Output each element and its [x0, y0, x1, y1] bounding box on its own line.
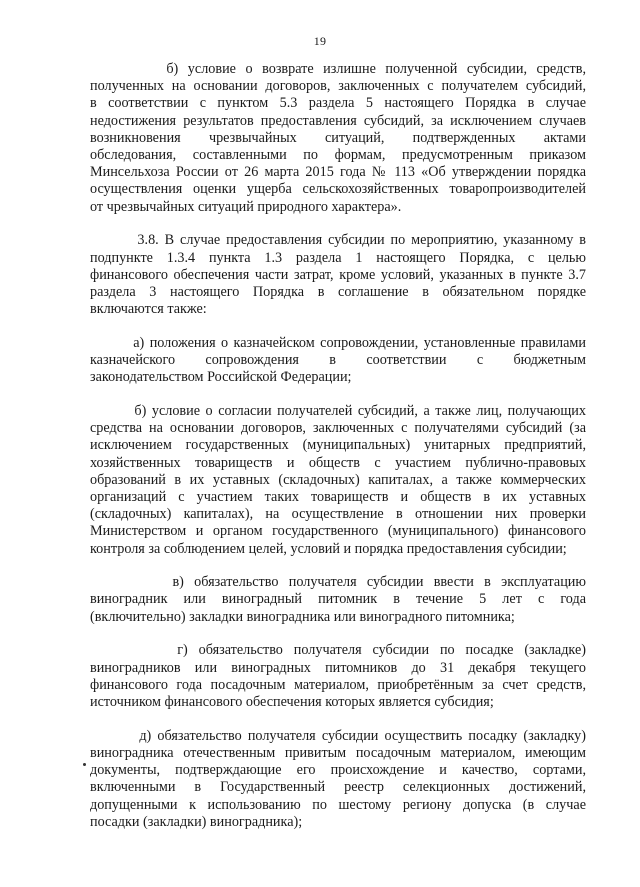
- text-line: недостижения результатов предоставления субсидий, за исключением случаев: [90, 112, 586, 129]
- paragraph-gap: [90, 318, 586, 335]
- text-line: финансового обеспечения части затрат, кроме условий, указанных в пункте 3.7: [90, 266, 586, 283]
- text-line: документы, подтверждающие его происхождение и качество, сортами,: [90, 762, 586, 779]
- paragraph-gap: [90, 386, 586, 403]
- text-line: (складочных) капиталах), на осуществление в отношении них проверки: [90, 506, 586, 523]
- text-line: д) обязательство получателя субсидии осуществить посадку (закладку): [90, 727, 586, 744]
- text-line: Минсельхоза России от 26 марта 2015 года № 113 «Об утверждении порядка: [90, 164, 586, 181]
- paragraph-gap: [90, 216, 586, 233]
- text-line: организаций с участием таких товариществ и обществ в их уставных: [90, 488, 586, 505]
- document-body: [90, 61, 586, 831]
- text-line: законодательством Российской Федерации;: [90, 369, 352, 386]
- text-line: осуществления оценки ущерба сельскохозяйственных товаропроизводителей: [90, 181, 586, 198]
- paragraph-gap: [90, 558, 586, 575]
- text-line: в) обязательство получателя субсидии ввести в эксплуатацию: [90, 574, 586, 591]
- page-number: 19: [313, 34, 327, 48]
- paragraph-b-subsidy-return: [90, 61, 586, 216]
- text-line: от чрезвычайных ситуаций природного характера».: [90, 198, 402, 215]
- paragraph-d-planting-material: [90, 728, 586, 831]
- text-line: в соответствии с пунктом 5.3 раздела 5 настоящего Порядка в случае: [90, 95, 586, 112]
- paragraph-gap: [90, 626, 586, 643]
- text-line: возникновения чрезвычайных ситуаций, подтвержденных актами: [90, 129, 586, 146]
- text-line: (включительно) закладки виноградника или виноградного питомника;: [90, 608, 515, 625]
- text-line: средства на основании договоров, заключенных с получателями субсидий (за: [90, 420, 586, 437]
- paragraph-b-consent: [90, 403, 586, 558]
- text-line: казначейского сопровождения в соответствии с бюджетным: [90, 352, 586, 369]
- text-line: контроля за соблюдением целей, условий и порядка предоставления субсидии;: [90, 540, 567, 557]
- text-line: раздела 3 настоящего Порядка в соглашение в обязательном порядке: [90, 283, 586, 300]
- text-line: исключением государственных (муниципальных) унитарных предприятий,: [90, 437, 586, 454]
- margin-dot: [83, 763, 86, 766]
- text-line: подпункте 1.3.4 пункта 1.3 раздела 1 настоящего Порядка, с целью: [90, 249, 586, 266]
- text-line: включаются также:: [90, 301, 207, 318]
- paragraph-g-planting-deadline: [90, 642, 586, 711]
- text-line: виноградника отечественным привитым посадочным материалом, имеющим: [90, 744, 586, 761]
- text-line: допущенными к использованию по шестому региону допуска (в случае: [90, 796, 586, 813]
- paragraph-3-8: [90, 232, 586, 318]
- text-line: а) положения о казначейском сопровождении, установленные правилами: [90, 334, 586, 351]
- text-line: посадки (закладки) виноградника);: [90, 813, 303, 830]
- text-line: виноградников или виноградных питомников до 31 декабря текущего: [90, 659, 586, 676]
- paragraph-a-treasury: [90, 335, 586, 387]
- text-line: источником финансового обеспечения которых является субсидия;: [90, 694, 494, 710]
- text-line: полученных на основании договоров, заключенных с получателем субсидий,: [90, 78, 586, 95]
- paragraph-gap: [90, 711, 586, 728]
- paragraph-v-commissioning: [90, 574, 586, 626]
- text-line: г) обязательство получателя субсидии по посадке (закладке): [90, 642, 586, 659]
- text-line: обследования, составленными по формам, предусмотренным приказом: [90, 147, 586, 164]
- text-line: б) условие о возврате излишне полученной субсидии, средств,: [90, 61, 586, 77]
- text-line: 3.8. В случае предоставления субсидии по мероприятию, указанному в: [90, 232, 586, 249]
- text-line: финансового года посадочным материалом, приобретённым за счет средств,: [90, 676, 586, 693]
- text-line: хозяйственных товариществ и обществ с участием публично-правовых: [90, 454, 586, 471]
- text-line: включенными в Государственный реестр селекционных достижений,: [90, 779, 586, 796]
- text-line: виноградник или виноградный питомник в течение 5 лет с года: [90, 591, 586, 608]
- text-line: Министерством и органом государственного (муниципального) финансового: [90, 523, 586, 540]
- text-line: образований в их уставных (складочных) капиталах, а также коммерческих: [90, 471, 586, 488]
- text-line: б) условие о согласии получателей субсидий, а также лиц, получающих: [90, 402, 586, 419]
